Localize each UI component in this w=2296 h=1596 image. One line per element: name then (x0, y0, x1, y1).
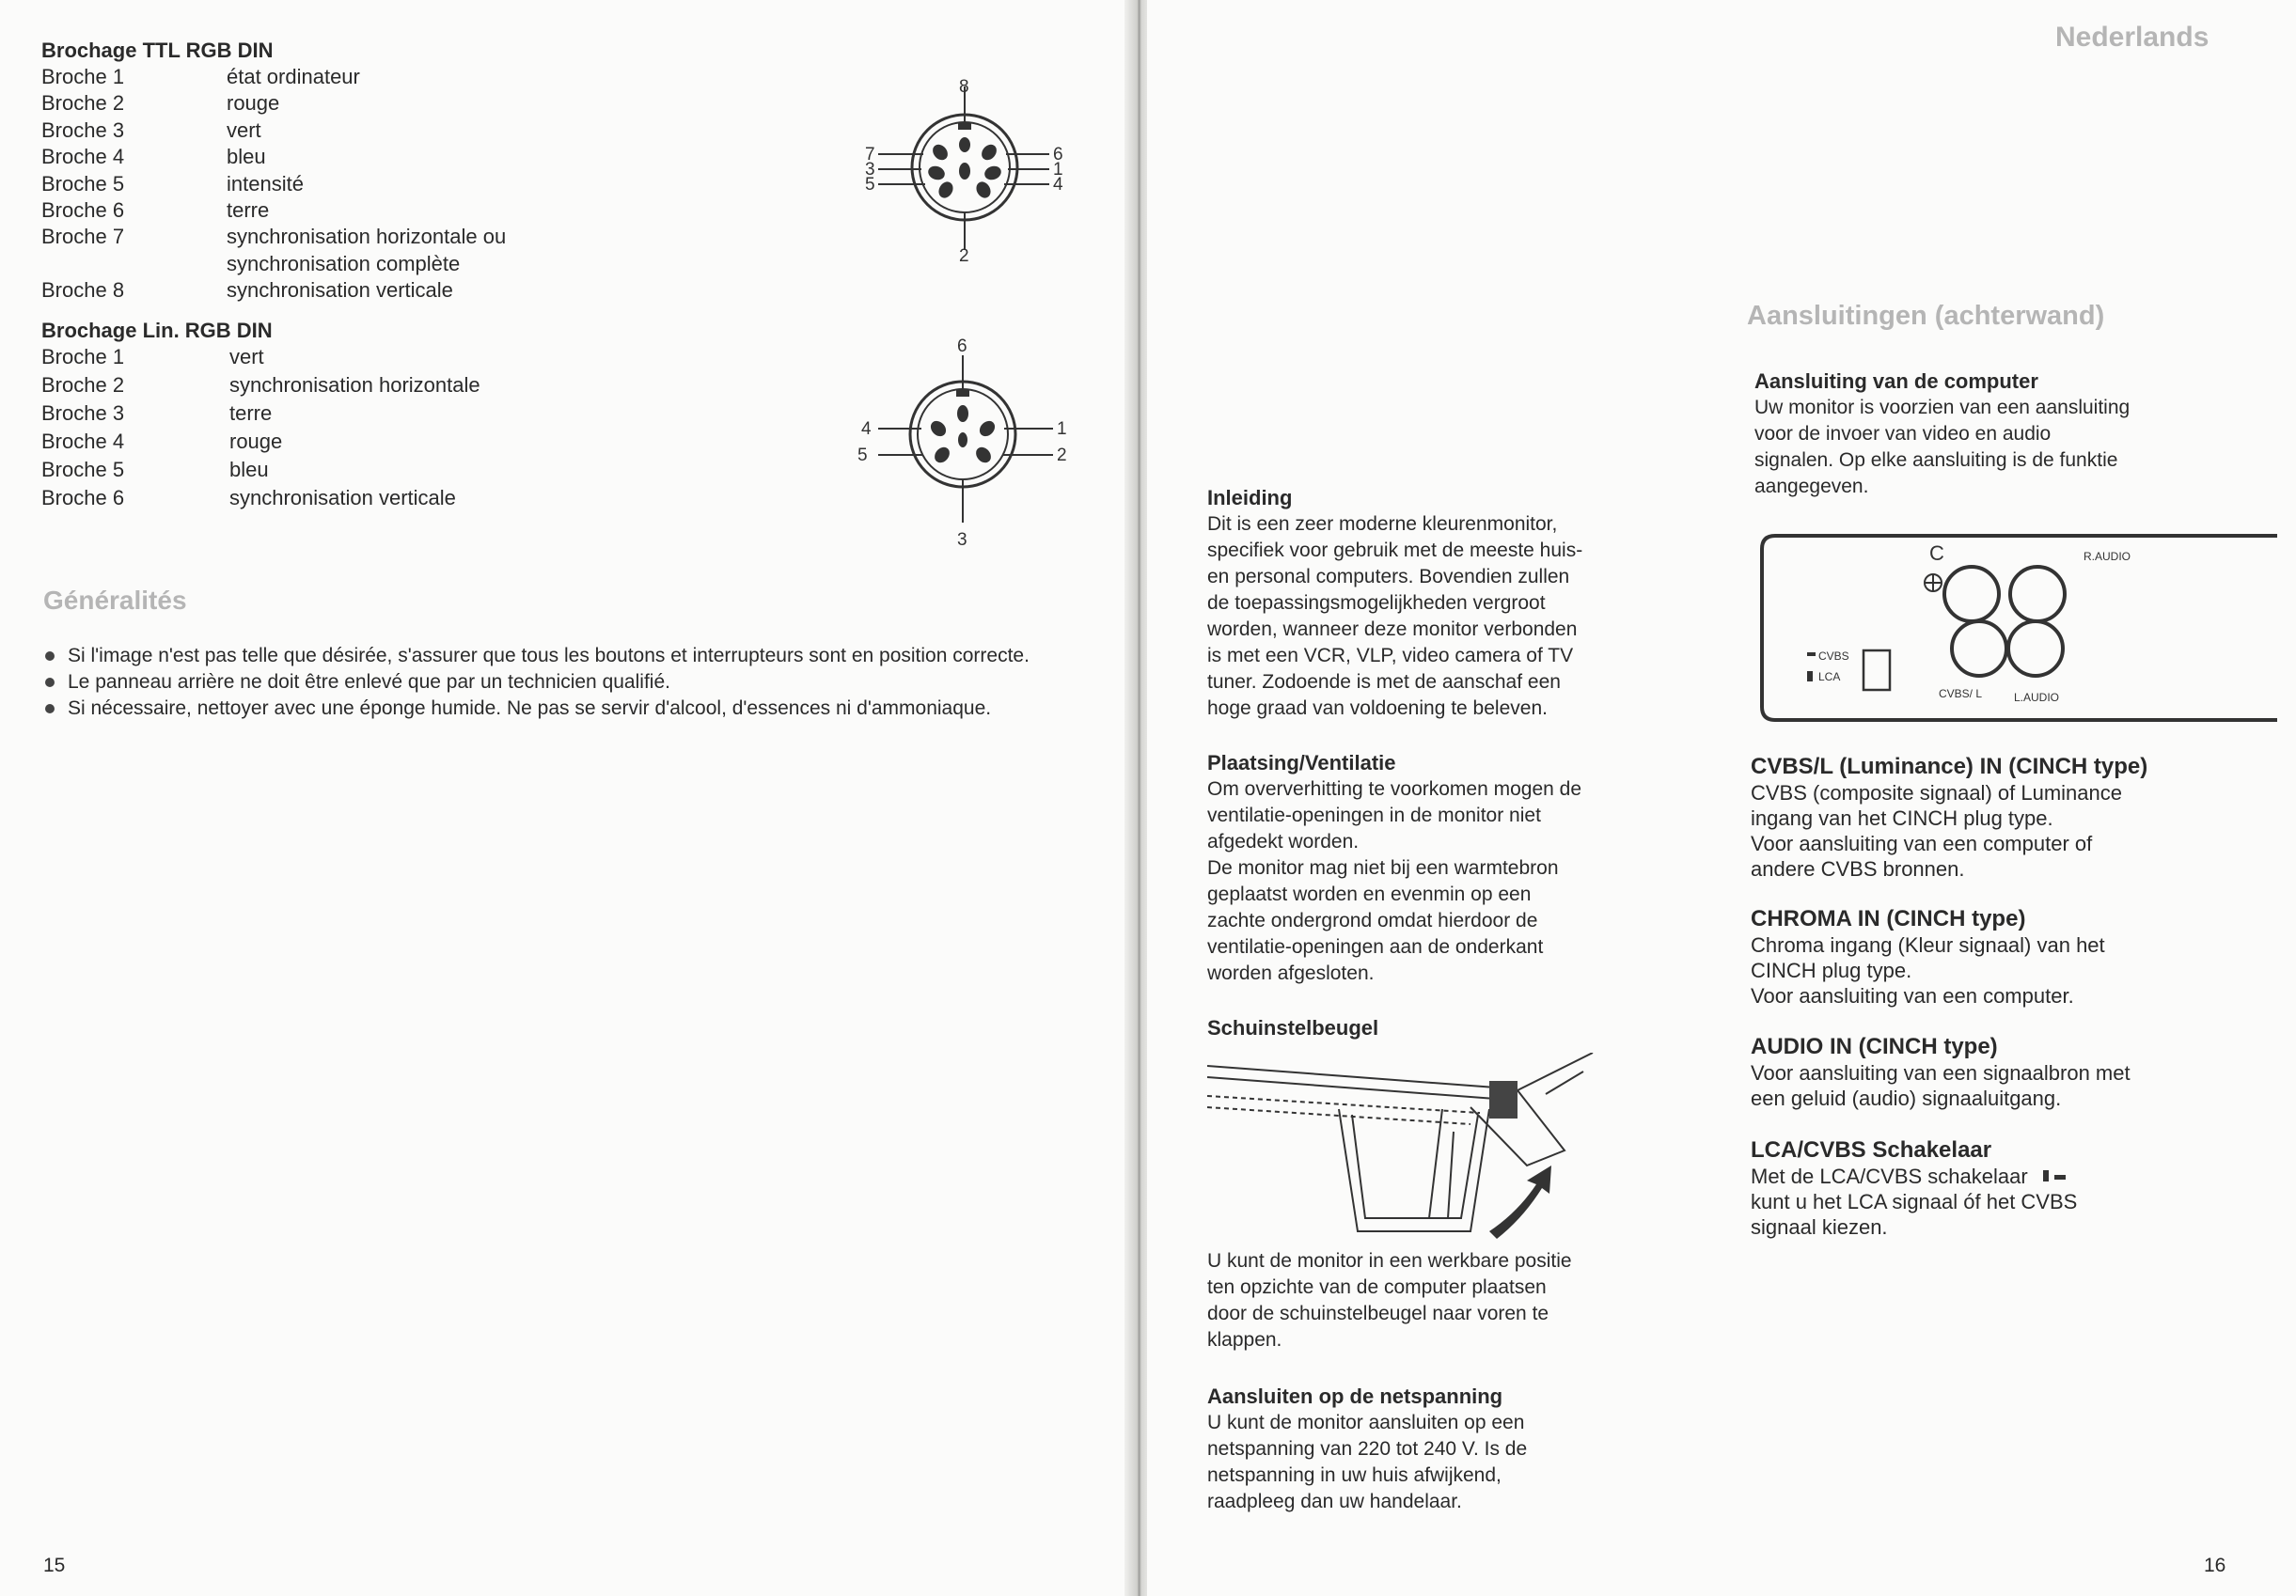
pin-number: Broche 2 (41, 373, 125, 397)
panel-label-cvbsl: CVBS/ L (1939, 687, 1983, 700)
din8-connector-diagram (846, 75, 1091, 273)
pin-signal: bleu (227, 145, 266, 169)
text-line: een geluid (audio) signaaluitgang. (1751, 1087, 2062, 1110)
text-line: De monitor mag niet bij een warmtebron (1207, 857, 1559, 879)
chroma-section (1751, 906, 2277, 1009)
pin-signal: synchronisation horizontale ou (227, 225, 507, 249)
text-line: U kunt de monitor in een werkbare positie (1207, 1250, 1572, 1272)
generalites-bullet-list (41, 643, 1057, 722)
pin-signal: vert (227, 117, 261, 142)
plaatsing-section (1207, 750, 1706, 987)
pin-signal: rouge (227, 91, 280, 116)
text-line: door de schuinstelbeugel naar voren te (1207, 1303, 1549, 1324)
pin-row (41, 400, 605, 429)
text-line: zachte ondergrond omdat hierdoor de (1207, 910, 1538, 931)
text-line: ventilatie-openingen aan de onderkant (1207, 936, 1544, 958)
pin-number: Broche 4 (41, 145, 125, 169)
cvbs-switch-icon (1807, 652, 1816, 656)
cvbs-heading: CVBS/L (Luminance) IN (CINCH type) (1751, 754, 2148, 779)
text-line: Voor aansluiting van een signaalbron met (1751, 1061, 2131, 1085)
chroma-paragraph (1751, 932, 2277, 1009)
page-number-left: 15 (43, 1555, 66, 1576)
right-page (1147, 0, 2296, 1596)
pin-row (41, 277, 605, 304)
text-line: en personal computers. Bovendien zullen (1207, 566, 1570, 587)
pin-row (41, 117, 605, 144)
schuin-paragraph-wrap (1207, 1248, 1706, 1353)
pin-signal: bleu (229, 458, 269, 481)
schuin-paragraph (1207, 1248, 1706, 1353)
pin-number: Broche 5 (41, 171, 125, 196)
fold-arrow-icon (1489, 1166, 1551, 1239)
pin-signal: synchronisation verticale (227, 278, 453, 303)
text-line: specifiek voor gebruik met de meeste huis- (1207, 540, 1583, 561)
pin-row (41, 144, 605, 170)
pin-row (41, 429, 605, 457)
pin-number: Broche 8 (41, 278, 125, 303)
text-line: ventilatie-openingen in de monitor niet (1207, 805, 1541, 826)
ttl-din-title: Brochage TTL RGB DIN (41, 39, 274, 62)
pin-signal: vert (229, 345, 264, 368)
plaatsing-paragraph (1207, 776, 1706, 987)
aansluitingen-heading: Aansluitingen (achterwand) (1747, 301, 2105, 331)
cvbs-paragraph (1751, 780, 2277, 882)
pin-row (41, 171, 605, 197)
inleiding-heading: Inleiding (1207, 486, 1293, 509)
pin-signal: synchronisation complète (227, 251, 461, 275)
language-heading: Nederlands (2055, 22, 2210, 53)
cvbs-section (1751, 754, 2277, 882)
text-line: is met een VCR, VLP, video camera of TV (1207, 645, 1574, 666)
lca-heading: LCA/CVBS Schakelaar (1751, 1137, 1992, 1163)
panel-label-laudio: L.AUDIO (2014, 691, 2060, 704)
pin-row (41, 197, 605, 224)
text-line: hoge graad van voldoening te beleven. (1207, 697, 1548, 719)
text-line: Dit is een zeer moderne kleurenmonitor, (1207, 513, 1558, 535)
text-line: Voor aansluiting van een computer. (1751, 984, 2074, 1008)
inleiding-paragraph (1207, 511, 1706, 722)
text-line: Voor aansluiting van een computer of (1751, 832, 2093, 855)
computer-heading: Aansluiting van de computer (1754, 369, 2038, 393)
text-line: klappen. (1207, 1329, 1282, 1351)
text-line: CINCH plug type. (1751, 959, 1912, 982)
din8-label-l3: 5 (865, 175, 875, 195)
lca-line-1: Met de LCA/CVBS schakelaar (1751, 1165, 2028, 1188)
pin-row (41, 64, 605, 90)
chroma-heading: CHROMA IN (CINCH type) (1751, 906, 2026, 931)
pin-number: Broche 1 (41, 345, 125, 368)
netspanning-paragraph (1207, 1410, 1706, 1515)
l-audio-jack (2008, 621, 2063, 676)
din8-label-l1: 7 (865, 145, 875, 164)
rear-panel-diagram (1754, 526, 2281, 726)
text-line: Om oververhitting te voorkomen mogen de (1207, 778, 1582, 800)
computer-connection-section (1754, 368, 2262, 500)
pin-signal: terre (227, 198, 270, 222)
pin-row (41, 90, 605, 117)
audio-section (1751, 1034, 2277, 1111)
text-line: voor de invoer van video en audio (1754, 423, 2052, 445)
r-audio-jack (2010, 567, 2065, 621)
ttl-pin-table (41, 64, 605, 308)
din8-label-r3: 4 (1053, 175, 1063, 195)
text-line: Uw monitor is voorzien van een aansluiting (1754, 397, 2131, 418)
pin-row (41, 344, 605, 372)
text-line: aangegeven. (1754, 476, 1869, 497)
pin-number: Broche 2 (41, 91, 125, 116)
din8-label-r2: 1 (1053, 160, 1063, 180)
pin-number: Broche 4 (41, 430, 125, 453)
pin-number: Broche 3 (41, 117, 125, 142)
din6-label-top: 6 (957, 338, 967, 356)
din6-label-l1: 4 (861, 419, 872, 439)
bullet-item-3: Si nécessaire, nettoyer avec une éponge humide. Ne pas se servir d'alcool, d'essences ni d'ammoniaque. (41, 696, 1057, 722)
pin-number: Broche 7 (41, 225, 125, 249)
pin-row (41, 224, 605, 250)
text-line: worden afgesloten. (1207, 962, 1375, 984)
lin-din-title: Brochage Lin. RGB DIN (41, 319, 273, 342)
pin-number: Broche 1 (41, 65, 125, 88)
tilt-bracket-illustration (1207, 1053, 1640, 1241)
bullet-item-2: Le panneau arrière ne doit être enlevé que par un technicien qualifié. (41, 669, 1057, 696)
netspanning-heading: Aansluiten op de netspanning (1207, 1385, 1503, 1408)
din8-label-bottom: 2 (959, 246, 969, 266)
din6-label-bottom: 3 (957, 530, 967, 550)
text-line: ingang van het CINCH plug type. (1751, 806, 2053, 830)
panel-label-raudio: R.AUDIO (2084, 550, 2131, 563)
netspanning-section (1207, 1384, 1706, 1515)
inleiding-section (1207, 485, 1706, 722)
generalites-heading: Généralités (43, 586, 187, 615)
text-line: andere CVBS bronnen. (1751, 857, 1965, 881)
din8-label-top: 8 (959, 77, 969, 97)
panel-label-lca: LCA (1818, 670, 1841, 683)
text-line: ten opzichte van de computer plaatsen (1207, 1276, 1547, 1298)
din8-label-l2: 3 (865, 160, 875, 180)
pin-signal: rouge (229, 430, 283, 453)
pin-row (41, 485, 605, 513)
pin-number: Broche 5 (41, 458, 125, 481)
lca-section (1751, 1137, 2277, 1240)
pin-signal: synchronisation verticale (229, 486, 456, 509)
lca-switch-inline-icon (2041, 1164, 2073, 1189)
chroma-jack (1944, 567, 1999, 621)
pin-row (41, 457, 605, 485)
din6-label-r2: 2 (1057, 446, 1067, 465)
cvbs-jack (1952, 621, 2006, 676)
text-line: signalen. Op elke aansluiting is de funktie (1754, 449, 2118, 471)
bullet-item-1: Si l'image n'est pas telle que désirée, s'assurer que tous les boutons et interrupteurs sont en position correcte. (41, 643, 1057, 669)
text-line: worden, wanneer deze monitor verbonden (1207, 618, 1578, 640)
pin-number: Broche 6 (41, 198, 125, 222)
din8-label-r1: 6 (1053, 145, 1063, 164)
din6-label-r1: 1 (1057, 419, 1067, 439)
pin-signal: terre (229, 401, 273, 425)
pin-signal: état ordinateur (227, 65, 360, 88)
audio-paragraph (1751, 1060, 2277, 1111)
text-line: afgedekt worden. (1207, 831, 1360, 853)
din6-connector-diagram (846, 338, 1091, 555)
plaatsing-heading: Plaatsing/Ventilatie (1207, 751, 1396, 775)
pin-number: Broche 6 (41, 486, 125, 509)
text-line: geplaatst worden en evenmin op een (1207, 884, 1532, 905)
pin-row (41, 251, 605, 277)
text-line: netspanning in uw huis afwijkend, (1207, 1464, 1502, 1486)
pin-signal: synchronisation horizontale (229, 373, 480, 397)
panel-label-cvbs: CVBS (1818, 649, 1849, 663)
lca-line-3: signaal kiezen. (1751, 1215, 1888, 1239)
text-line: U kunt de monitor aansluiten op een (1207, 1412, 1525, 1433)
audio-heading: AUDIO IN (CINCH type) (1751, 1034, 1998, 1059)
page-number-right: 16 (2204, 1555, 2226, 1576)
text-line: netspanning van 220 tot 240 V. Is de (1207, 1438, 1528, 1460)
left-page (0, 0, 1128, 1596)
computer-paragraph (1754, 395, 2262, 500)
text-line: CVBS (composite signaal) of Luminance (1751, 781, 2122, 805)
pin-number: Broche 3 (41, 401, 125, 425)
lin-pin-table (41, 344, 605, 513)
pin-row (41, 372, 605, 400)
schuin-heading: Schuinstelbeugel (1207, 1016, 1379, 1040)
lca-switch-icon (1807, 671, 1813, 681)
din6-label-l2: 5 (857, 446, 868, 465)
text-line: Chroma ingang (Kleur signaal) van het (1751, 933, 2105, 957)
pin-signal: intensité (227, 171, 304, 196)
panel-label-c: C (1929, 541, 1944, 565)
text-line: de toepassingsmogelijkheden vergroot (1207, 592, 1546, 614)
text-line: tuner. Zodoende is met de aanschaf een (1207, 671, 1561, 693)
lca-line-2: kunt u het LCA signaal óf het CVBS (1751, 1190, 2078, 1213)
text-line: raadpleeg dan uw handelaar. (1207, 1491, 1462, 1512)
lca-cvbs-switch (1864, 650, 1890, 690)
